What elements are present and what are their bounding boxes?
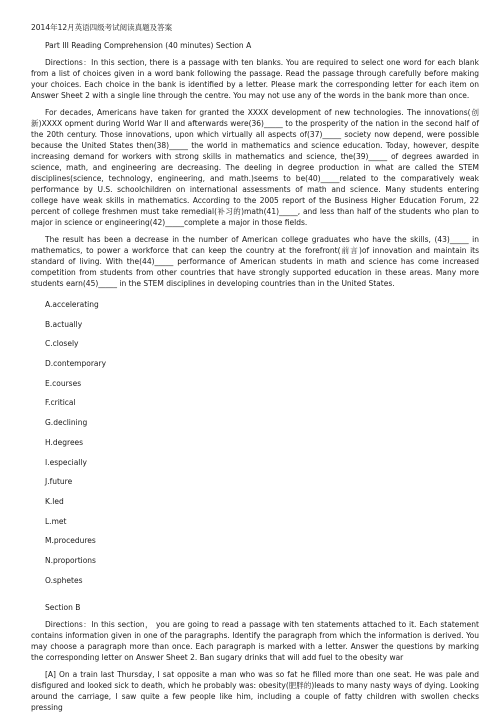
word-bank-option: J.future — [45, 477, 73, 487]
section-b-heading: Section B — [45, 603, 81, 613]
directions-section-a: Directions：In this section, there is a passage with ten blanks. You are required to select one word for each blank from a list of choices given in a word bank following the passage. Read the passage through carefully before making your choices. Each choice in the bank is identified by a letter. Please mark the corresponding letter for each item on Answer Sheet 2 with a single line through the centre. You may not use any of the words in the bank more than once. — [31, 58, 479, 100]
word-bank-option: L.met — [45, 516, 67, 526]
document-title: 2014年12月英语四级考试阅读真题及答案 — [31, 23, 173, 32]
word-bank-option: K.led — [45, 496, 64, 506]
word-bank-option: O.sphetes — [45, 575, 83, 585]
word-bank-option: C.closely — [45, 339, 79, 349]
word-bank-option: I.especially — [45, 457, 87, 467]
word-bank-option: B.actually — [45, 319, 83, 329]
word-bank-option: E.courses — [45, 378, 82, 388]
section-a-heading: Part III Reading Comprehension (40 minutes) Section A — [45, 41, 252, 50]
word-bank-option: G.declining — [45, 418, 88, 428]
document-body — [31, 40, 479, 719]
word-bank-option: M.procedures — [45, 536, 96, 546]
word-bank-option: D.contemporary — [45, 359, 107, 369]
word-bank-option: H.degrees — [45, 437, 84, 447]
passage-paragraph-a: [A] On a train last Thursday, I sat opposite a man who was so fat he filled more than one seat. He was pale and disfigured and looked sick to death, which he probably was: obesity(肥胖的)leads to many nasty ways of dying. Looking around the carriage, I saw quite a few people like him, including a couple of fatty children with swollen checks pressing — [31, 670, 479, 713]
word-bank-option: F.critical — [45, 398, 76, 408]
word-bank-option: N.proportions — [45, 555, 96, 565]
word-bank — [45, 299, 479, 594]
passage-paragraph-2: The result has been a decrease in the number of American college graduates who have the skills, (43)_____ in mathematics, to power a workforce that can keep the country at the forefront(前言)of innovation and maintain its standard of living. With the(44)_____ performance of American students in math and science has come increased competition from students from other countries that have strongly supported education in these areas. Many more students earn(45)_____ in the STEM disciplines in developing countries than in the United States. — [31, 235, 479, 288]
directions-section-b: Directions：In this section， you are going to read a passage with ten statements attached to it. Each statement contains information given in one of the paragraphs. Identify the paragraph from which the information is derived. You may choose a paragraph more than once. Each paragraph is marked with a letter. Answer the questions by marking the corresponding letter on Answer Sheet 2. Ban sugary drinks that will add fuel to the obesity war — [31, 620, 479, 663]
word-bank-option: A.accelerating — [45, 300, 99, 309]
passage-paragraph-1: For decades, Americans have taken for granted the XXXX development of new technologies. The innovations(创新)XXXX opment during World War II and afterwards were(36)_____ to the prosperity of the nation in the second half of the 20th century. Those innovations, upon which virtually all aspects of(37)_____ society now depend, were possible because the United States then(38)_____ the world in mathematics and science education. Today, however, despite increasing demand for workers with strong skills in mathematics and science, the(39)_____ of degrees awarded in science, math, and engineering are decreasing. The deeling in degree production in what are called the STEM disciplines(science, technology, engineering, and math.)seems to be(40)_____related to the comparatively weak performance by U.S. schoolchildren on international assessments of math and science. Many students entering college have weak skills in mathematics. According to the 2005 report of the Business Higher Education Forum, 22 percent of college freshmen must take remedial(补习的)math(41)_____, and less than half of the students who plan to major in science or engineering(42)_____complete a major in those fields. — [31, 108, 479, 227]
